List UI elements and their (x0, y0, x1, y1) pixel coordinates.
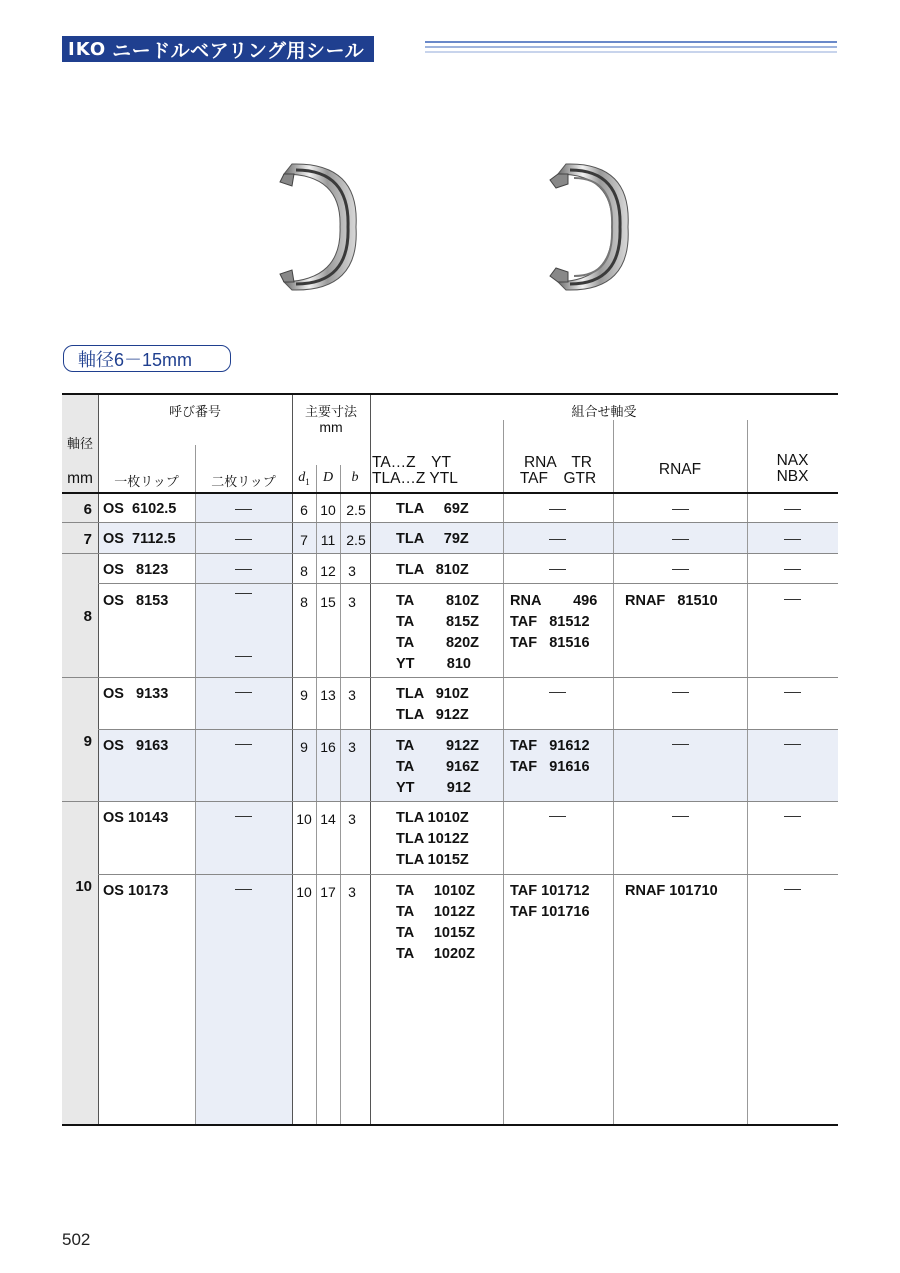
header-single-lip: 一枚リップ (114, 474, 179, 489)
chapter-header (62, 36, 374, 62)
nax-dash (784, 509, 801, 510)
double-lip-seal-illustration (540, 152, 640, 302)
double-lip-dash (235, 593, 252, 594)
rnaf-dash (672, 692, 689, 693)
header-combined-bearings: 組合せ軸受 (571, 404, 637, 419)
rna-bearing: TAF 91612 (510, 738, 590, 754)
header-ta-line2: TLA…Z YTL (372, 470, 458, 487)
chapter-title-box (62, 36, 374, 62)
dim-d1: 6 (300, 502, 308, 518)
ta-bearing: TA 1015Z (396, 925, 475, 941)
chapter-title: ニードルベアリング用シール (112, 40, 365, 62)
rna-bearing: TAF 101716 (510, 904, 590, 920)
ta-bearing: YT 912 (396, 780, 471, 796)
rna-bearing: TAF 81512 (510, 614, 590, 630)
single-lip-designation: OS 9133 (103, 686, 169, 702)
ta-bearing: TA 810Z (396, 593, 479, 609)
dim-d1: 9 (300, 739, 308, 755)
nax-dash (784, 692, 801, 693)
header-d1: $d_1$ (298, 470, 310, 487)
double-lip-dash (235, 539, 252, 540)
ta-bearing: TA 815Z (396, 614, 479, 630)
section-label: 軸径6－15mm (63, 345, 231, 372)
dim-b: 3 (348, 884, 356, 900)
ta-bearing: TLA 912Z (396, 707, 469, 723)
single-lip-designation: OS 6102.5 (103, 501, 177, 517)
rnaf-dash (672, 509, 689, 510)
double-lip-dash (235, 744, 252, 745)
rnaf-dash (672, 539, 689, 540)
nax-dash (784, 744, 801, 745)
dim-b: 2.5 (346, 532, 366, 548)
dim-D: 17 (320, 884, 336, 900)
dim-b: 3 (348, 739, 356, 755)
shaft-size: 7 (83, 531, 92, 548)
double-lip-dash (235, 569, 252, 570)
ta-bearing: TLA 810Z (396, 562, 469, 578)
nax-dash (784, 889, 801, 890)
nax-dash (784, 599, 801, 600)
ta-bearing: TA 1010Z (396, 883, 475, 899)
dim-D: 14 (320, 811, 336, 827)
header-shaft-unit: mm (67, 470, 93, 487)
rna-bearing: TAF 101712 (510, 883, 590, 899)
single-lip-designation: OS 7112.5 (103, 531, 176, 547)
rna-bearing: RNA 496 (510, 593, 598, 609)
header-rna-line2: TAF GTR (519, 470, 597, 487)
single-lip-seal-illustration (270, 152, 370, 302)
rna-dash (549, 569, 566, 570)
dim-d1: 10 (296, 884, 312, 900)
dim-d1: 7 (300, 532, 308, 548)
ta-bearing: TLA 1012Z (396, 831, 469, 847)
double-lip-column-shade (195, 493, 292, 1124)
shaft-size: 8 (83, 608, 92, 625)
header-dimensions: 主要寸法 (304, 404, 357, 419)
rnaf-dash (672, 744, 689, 745)
double-lip-dash (235, 656, 252, 657)
header-double-lip: 二枚リップ (211, 474, 276, 489)
ta-bearing: TA 912Z (396, 738, 479, 754)
nax-dash (784, 816, 801, 817)
ta-bearing: TA 916Z (396, 759, 479, 775)
header-shaft: 軸径 (66, 436, 93, 451)
ta-bearing: YT 810 (396, 656, 471, 672)
dim-D: 12 (320, 563, 336, 579)
double-lip-dash (235, 816, 252, 817)
rnaf-dash (672, 569, 689, 570)
page-number: 502 (62, 1230, 91, 1249)
dim-D: 15 (320, 594, 336, 610)
rna-dash (549, 539, 566, 540)
header-nax-line1: NAX (776, 452, 809, 469)
ta-bearing: TLA 1010Z (396, 810, 469, 826)
dim-b: 2.5 (346, 502, 366, 518)
dim-D: 13 (320, 687, 336, 703)
header-dimensions-unit: mm (319, 419, 343, 435)
header-rule (425, 41, 837, 53)
dim-D: 10 (320, 502, 336, 518)
dim-d1: 9 (300, 687, 308, 703)
rnaf-bearing: RNAF 101710 (625, 883, 718, 899)
header-b: b (351, 470, 359, 485)
header-rna-line1: RNA TR (523, 454, 593, 471)
shaft-size: 9 (83, 733, 92, 750)
dim-d1: 8 (300, 594, 308, 610)
rnaf-bearing: RNAF 81510 (625, 593, 718, 609)
dim-b: 3 (348, 563, 356, 579)
double-lip-dash (235, 509, 252, 510)
rna-dash (549, 692, 566, 693)
dim-b: 3 (348, 687, 356, 703)
ta-bearing: TA 820Z (396, 635, 479, 651)
ta-bearing: TLA 1015Z (396, 852, 469, 868)
ta-bearing: TA 1020Z (396, 946, 475, 962)
single-lip-designation: OS 8123 (103, 562, 169, 578)
header-nax-line2: NBX (776, 468, 809, 485)
header-ta-line1: TA…Z YT (372, 454, 451, 471)
dim-b: 3 (348, 811, 356, 827)
header-D: D (322, 470, 334, 485)
dim-D: 16 (320, 739, 336, 755)
double-lip-dash (235, 889, 252, 890)
iko-logo: IKO (68, 38, 107, 60)
rna-dash (549, 816, 566, 817)
ta-bearing: TA 1012Z (396, 904, 475, 920)
dim-d1: 10 (296, 811, 312, 827)
ta-bearing: TLA 69Z (396, 501, 469, 517)
nax-dash (784, 539, 801, 540)
dim-D: 11 (320, 532, 336, 548)
double-lip-dash (235, 692, 252, 693)
nax-dash (784, 569, 801, 570)
single-lip-designation: OS 9163 (103, 738, 169, 754)
seal-dimension-table (62, 393, 838, 1126)
shaft-size: 10 (75, 878, 92, 895)
rna-dash (549, 509, 566, 510)
rna-bearing: TAF 81516 (510, 635, 590, 651)
header-rnaf: RNAF (658, 461, 702, 478)
dim-d1: 8 (300, 563, 308, 579)
shaft-size: 6 (83, 501, 92, 518)
single-lip-designation: OS 10173 (103, 883, 169, 899)
rna-bearing: TAF 91616 (510, 759, 590, 775)
rnaf-dash (672, 816, 689, 817)
header-designation: 呼び番号 (168, 404, 221, 419)
single-lip-designation: OS 8153 (103, 593, 169, 609)
single-lip-designation: OS 10143 (103, 810, 169, 826)
ta-bearing: TLA 910Z (396, 686, 469, 702)
ta-bearing: TLA 79Z (396, 531, 469, 547)
dim-b: 3 (348, 594, 356, 610)
